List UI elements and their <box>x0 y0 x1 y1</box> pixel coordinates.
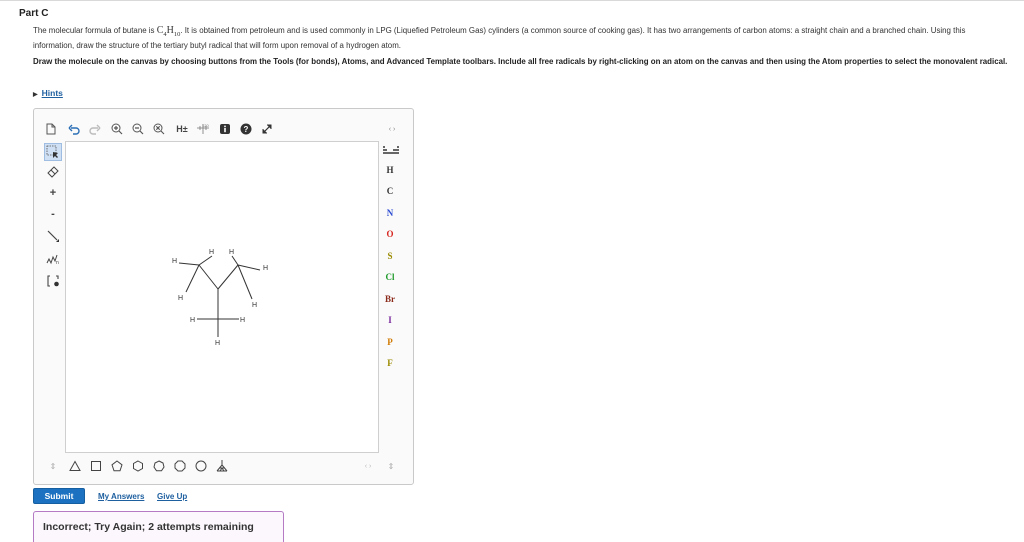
help-icon[interactable] <box>239 122 253 136</box>
atom-label: H <box>172 258 178 265</box>
atom-label: H <box>190 317 196 324</box>
single-bond-icon[interactable] <box>46 229 60 243</box>
zoom-reset-icon[interactable] <box>152 122 166 136</box>
feedback-message: Incorrect; Try Again; 2 attempts remaining <box>33 511 284 542</box>
zoom-in-icon[interactable] <box>110 122 124 136</box>
svg-text:n: n <box>56 260 59 265</box>
butane-formula: $C_4H_{10}$ <box>156 25 181 38</box>
atom-cl-button[interactable]: Cl <box>385 272 395 282</box>
octagon-template-icon[interactable] <box>173 459 187 473</box>
atom-label: H <box>178 295 184 302</box>
atom-h-button[interactable]: H <box>386 165 394 175</box>
new-document-icon[interactable] <box>44 122 58 136</box>
top-divider <box>0 0 1024 1</box>
molecule-structure <box>66 142 380 454</box>
bond <box>238 265 252 299</box>
charge-plus-button[interactable]: + <box>49 187 57 199</box>
hydrogen-toggle-button[interactable]: H± <box>176 124 188 134</box>
atom-p-button[interactable]: P <box>387 337 393 347</box>
give-up-link[interactable]: Give Up <box>157 492 188 501</box>
bond <box>179 263 199 265</box>
info-icon[interactable] <box>218 122 232 136</box>
expand-icon[interactable] <box>260 122 274 136</box>
scroll-arrows-icon[interactable]: ‹ › <box>388 125 396 133</box>
instructions-text: Draw the molecule on the canvas by choosing buttons from the Tools (for bonds), Atoms, and Advanced Template toolbars. Include all free radicals by right-clicking on an atom on the canvas and then using the Atom properties to select the monovalent radical. <box>33 57 1008 66</box>
nonagon-template-icon[interactable] <box>194 459 208 473</box>
atom-n-button[interactable]: N <box>386 208 394 218</box>
charge-minus-button[interactable]: - <box>51 208 55 220</box>
bracket-tool-icon[interactable] <box>46 274 60 288</box>
bond <box>218 265 238 289</box>
atom-br-button[interactable]: Br <box>385 294 395 304</box>
drawing-canvas[interactable] <box>65 141 379 453</box>
bond <box>199 265 218 289</box>
bond <box>238 265 260 270</box>
scroll-updown-icon[interactable]: ⇕ <box>49 461 57 471</box>
atom-i-button[interactable]: I <box>388 315 392 325</box>
submit-button[interactable]: Submit <box>33 488 85 504</box>
scroll-leftright-icon[interactable]: ‹ › <box>364 462 372 470</box>
bond <box>232 256 238 265</box>
expand-triangle-icon: ▶ <box>33 92 38 98</box>
part-title: Part C <box>19 8 49 19</box>
triangle-template-icon[interactable] <box>68 459 82 473</box>
atom-c-button[interactable]: C <box>386 186 394 196</box>
question-text: The molecular formula of butane is $C_4H_{10}$. It is obtained from petroleum and is used commonly in LPG (Liquefied Petroleum Gas) cylinders (a common source of cooking gas). It has two arrangements of carbon atoms: a straight chain and a branched chain. Using this information, draw the structure of the tertiary butyl radical that will form upon removal of a hydrogen atom. <box>33 25 966 50</box>
svg-text:120: 120 <box>202 123 209 128</box>
atom-label: H <box>240 317 246 324</box>
hints-link[interactable]: ▶ Hints <box>33 88 63 98</box>
cyclic-structure-template-icon[interactable] <box>215 459 229 473</box>
my-answers-link[interactable]: My Answers <box>98 492 145 501</box>
atom-label: H <box>215 340 221 347</box>
bond <box>199 256 212 265</box>
square-template-icon[interactable] <box>89 459 103 473</box>
pentagon-template-icon[interactable] <box>110 459 124 473</box>
template-grid-icon[interactable] <box>196 122 210 136</box>
redo-icon[interactable] <box>88 122 102 136</box>
undo-icon[interactable] <box>67 122 81 136</box>
atom-s-button[interactable]: S <box>387 251 393 261</box>
atom-label: H <box>209 249 215 256</box>
svg-text:?: ? <box>243 125 249 134</box>
eraser-icon[interactable] <box>46 165 60 179</box>
atom-o-button[interactable]: O <box>386 229 394 239</box>
heptagon-template-icon[interactable] <box>152 459 166 473</box>
hexagon-template-icon[interactable] <box>131 459 145 473</box>
atom-f-button[interactable]: F <box>387 358 393 368</box>
bond <box>186 265 199 292</box>
select-tool-icon[interactable] <box>44 143 62 161</box>
zoom-out-icon[interactable] <box>131 122 145 136</box>
scroll-updown-right-icon[interactable]: ⇕ <box>387 461 395 471</box>
periodic-table-icon[interactable] <box>383 144 399 158</box>
chain-tool-icon[interactable] <box>46 252 60 266</box>
atom-label: H <box>263 265 269 272</box>
atom-label: H <box>252 302 258 309</box>
atom-label: H <box>229 249 235 256</box>
